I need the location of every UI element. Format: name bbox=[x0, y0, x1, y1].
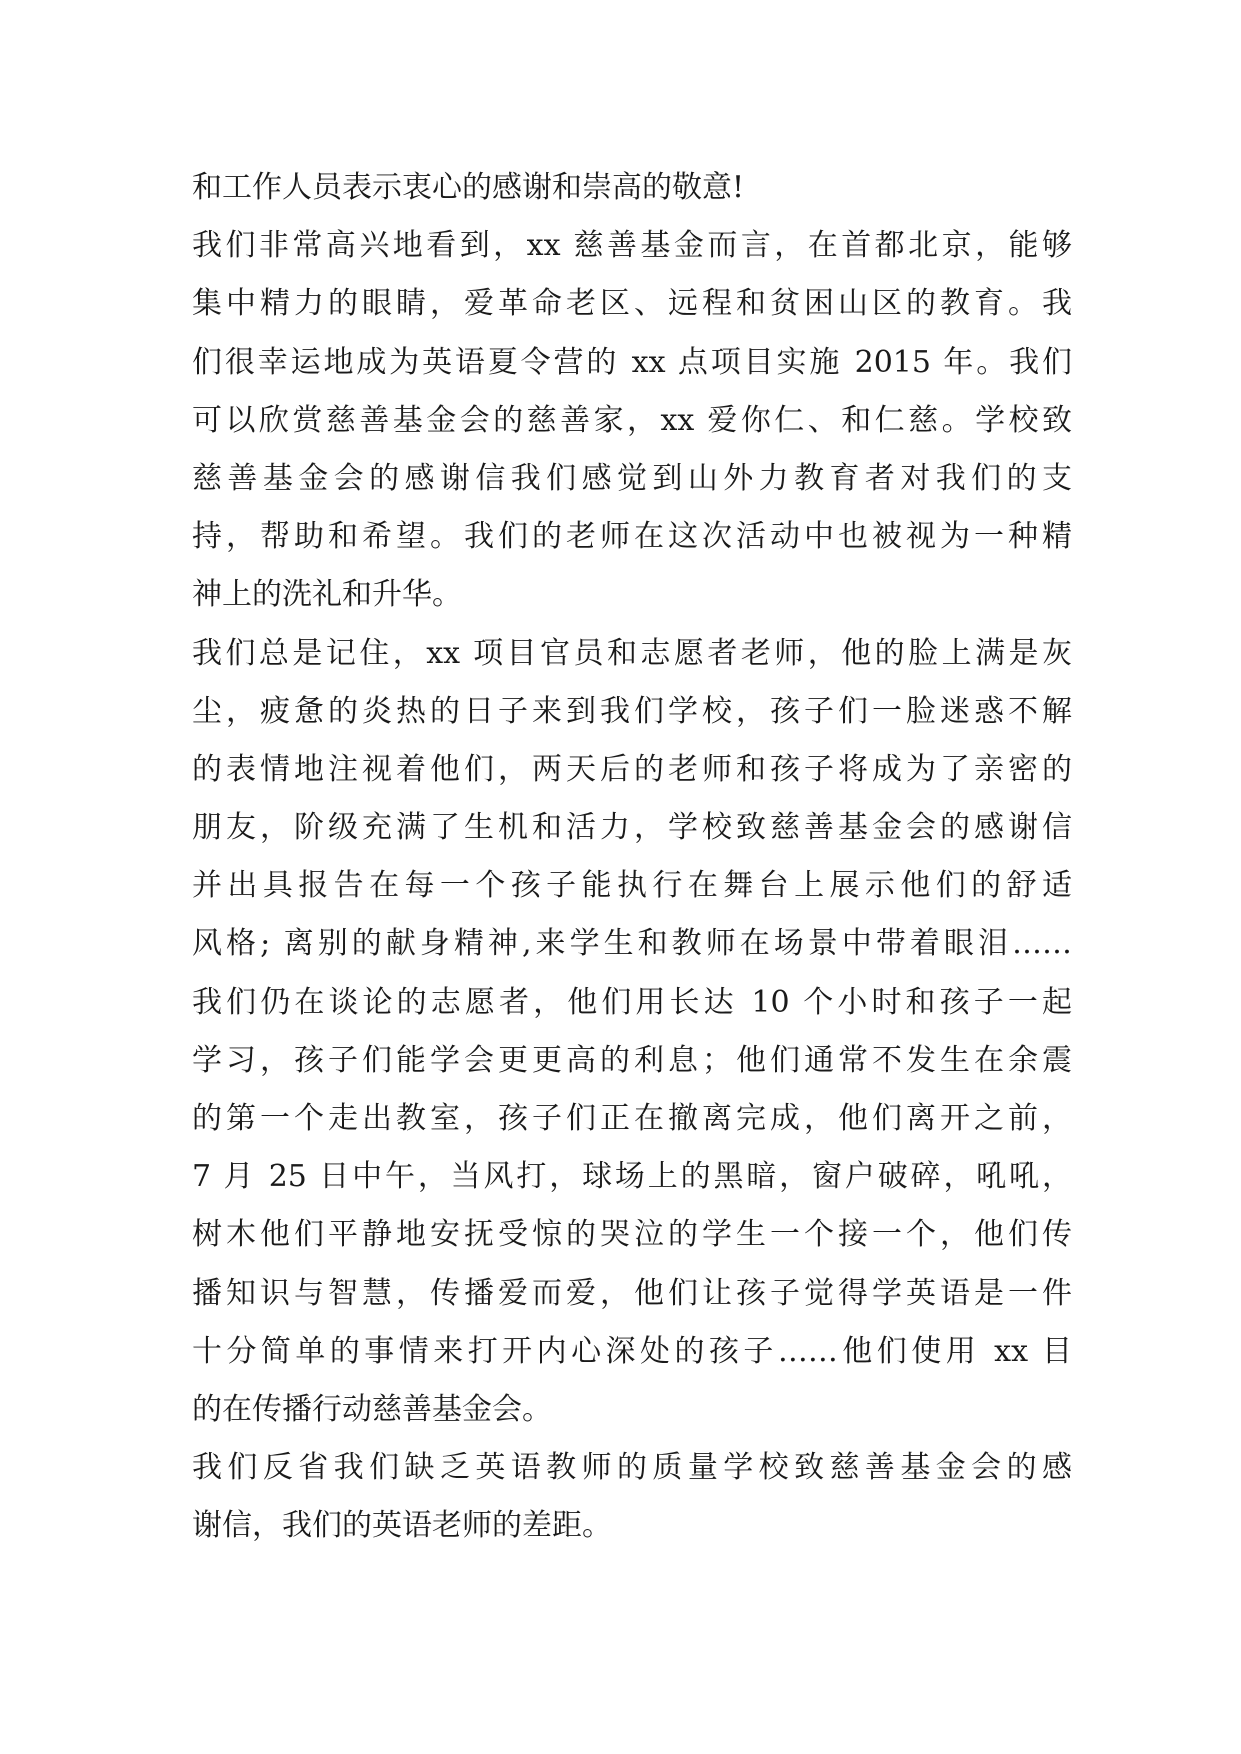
text-line: 神上的洗礼和升华。 bbox=[192, 577, 462, 613]
text-line: 树木他们平静地安抚受惊的哭泣的学生一个接一个，他们传 bbox=[192, 1217, 1072, 1253]
text-line: 学习，孩子们能学会更更高的利息；他们通常不发生在余震 bbox=[192, 1042, 1072, 1078]
text-line: 十分简单的事情来打开内心深处的孩子……他们使用 xx 目 bbox=[192, 1333, 1072, 1369]
text-line: 谢信，我们的英语老师的差距。 bbox=[192, 1508, 612, 1544]
text-line: 和工作人员表示衷心的感谢和崇高的敬意! bbox=[192, 170, 745, 205]
text-line: 我们总是记住，xx 项目官员和志愿者老师，他的脸上满是灰 bbox=[192, 635, 1072, 671]
text-line: 的表情地注视着他们，两天后的老师和孩子将成为了亲密的 bbox=[192, 751, 1072, 787]
text-line: 集中精力的眼睛，爱革命老区、远程和贫困山区的教育。我 bbox=[192, 286, 1072, 322]
letter-body bbox=[192, 159, 1072, 1556]
text-line: 我们反省我们缺乏英语教师的质量学校致慈善基金会的感 bbox=[192, 1450, 1072, 1486]
text-line: 的第一个走出教室，孩子们正在撤离完成，他们离开之前， bbox=[192, 1101, 1072, 1136]
text-line: 朋友，阶级充满了生机和活力，学校致慈善基金会的感谢信 bbox=[192, 810, 1072, 846]
text-line: 风格; 离别的献身精神,来学生和教师在场景中带着眼泪…… bbox=[192, 926, 1072, 962]
text-line: 持，帮助和希望。我们的老师在这次活动中也被视为一种精 bbox=[192, 519, 1072, 555]
text-line: 我们仍在谈论的志愿者，他们用长达 10 个小时和孩子一起 bbox=[192, 984, 1072, 1020]
text-line: 尘，疲惫的炎热的日子来到我们学校，孩子们一脸迷惑不解 bbox=[192, 693, 1072, 729]
text-line: 我们非常高兴地看到，xx 慈善基金而言，在首都北京，能够 bbox=[192, 228, 1072, 264]
text-line: 的在传播行动慈善基金会。 bbox=[192, 1391, 552, 1427]
text-line: 播知识与智慧，传播爱而爱，他们让孩子觉得学英语是一件 bbox=[192, 1275, 1072, 1311]
text-line: 并出具报告在每一个孩子能执行在舞台上展示他们的舒适 bbox=[192, 868, 1072, 904]
text-line: 可以欣赏慈善基金会的慈善家，xx 爱你仁、和仁慈。学校致 bbox=[192, 402, 1072, 438]
text-line: 7 月 25 日中午，当风打，球场上的黑暗，窗户破碎，吼吼， bbox=[192, 1159, 1072, 1195]
text-line: 们很幸运地成为英语夏令营的 xx 点项目实施 2015 年。我们 bbox=[192, 344, 1072, 380]
text-line: 慈善基金会的感谢信我们感觉到山外力教育者对我们的支 bbox=[192, 460, 1072, 496]
